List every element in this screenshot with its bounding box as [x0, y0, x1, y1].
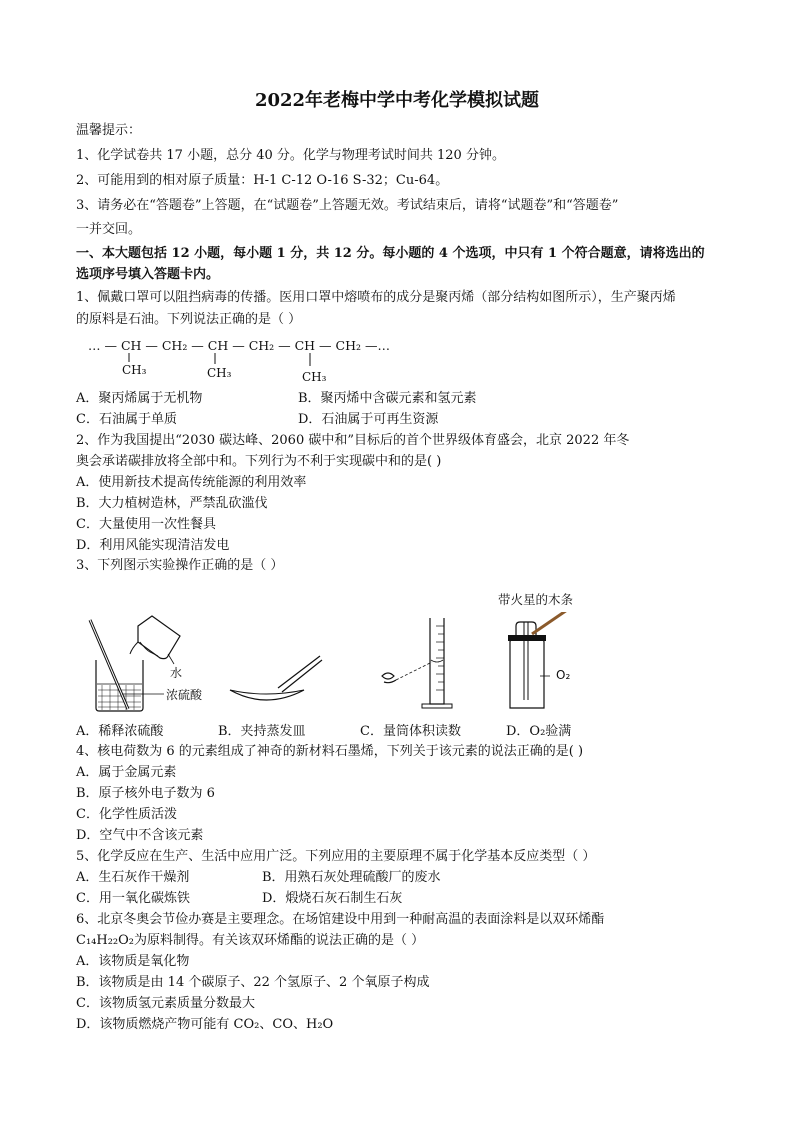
tip-2: 2、可能用到的相对原子质量：H-1 C-12 O-16 S-32；Cu-64。: [76, 173, 449, 188]
branch-ch3-1: CH₃: [122, 363, 147, 377]
q5-option-c: C．用一氧化碳炼铁: [76, 891, 190, 906]
q3-option-b: B．夹持蒸发皿: [218, 724, 306, 739]
q6-stem-cont: C₁₄H₂₂O₂为原料制得。有关该双环烯酯的说法正确的是（ ）: [76, 933, 425, 948]
q6-option-b: B．该物质是由 14 个碳原子、22 个氢原子、2 个氧原子构成: [76, 975, 430, 990]
q4-stem: 4、核电荷数为 6 的元素组成了神奇的新材料石墨烯，下列关于该元素的说法正确的是( ): [76, 744, 584, 759]
o2-test-figure: [494, 612, 624, 712]
tip-1: 1、化学试卷共 17 小题，总分 40 分。化学与物理考试时间共 120 分钟。: [76, 148, 505, 163]
q6-option-a: A．该物质是氧化物: [76, 954, 190, 969]
branch-ch3-2: CH₃: [207, 366, 232, 380]
tip-3: 3、请务必在“答题卷”上答题，在“试题卷”上答题无效。考试结束后，请将“试题卷”和“答题卷”: [76, 198, 619, 213]
page-title: 2022年老梅中学中考化学模拟试题: [254, 90, 540, 111]
q3-option-a: A．稀释浓硫酸: [76, 724, 164, 739]
q1-option-c: C．石油属于单质: [76, 412, 177, 427]
q2-option-d: D．利用风能实现清洁发电: [76, 538, 230, 553]
q5-option-a: A．生石灰作干燥剂: [76, 870, 190, 885]
polypropylene-structure: … — CH — CH₂ — CH — CH₂ — CH — CH₂ —…: [88, 338, 390, 353]
q6-stem: 6、北京冬奥会节俭办赛是主要理念。在场馆建设中用到一种耐高温的表面涂料是以双环烯酯: [76, 912, 605, 927]
q1-option-d: D．石油属于可再生资源: [298, 412, 439, 427]
branch-ch3-3: CH₃: [302, 370, 327, 384]
q3-stem: 3、下列图示实验操作正确的是（ ）: [76, 558, 284, 573]
label-conc-acid: 浓硫酸: [166, 688, 203, 702]
q5-option-b: B．用熟石灰处理硫酸厂的废水: [262, 870, 441, 885]
label-o2: O₂: [556, 668, 571, 682]
q5-stem: 5、化学反应在生产、生活中应用广泛。下列应用的主要原理不属于化学基本反应类型（ ）: [76, 849, 596, 864]
q2-option-b: B．大力植树造林，严禁乱砍滥伐: [76, 496, 268, 511]
q1-option-a: A．聚丙烯属于无机物: [76, 391, 203, 406]
tips-heading: 温馨提示：: [76, 123, 142, 138]
q4-option-c: C．化学性质活泼: [76, 807, 177, 822]
q4-option-b: B．原子核外电子数为 6: [76, 786, 215, 801]
q6-option-d: D．该物质燃烧产物可能有 CO₂、CO、H₂O: [76, 1017, 334, 1032]
tip-3-cont: 一并交回。: [76, 222, 142, 237]
q1-option-b: B．聚丙烯中含碳元素和氢元素: [298, 391, 477, 406]
q1-stem: 1、佩戴口罩可以阻挡病毒的传播。医用口罩中熔喷布的成分是聚丙烯（部分结构如图所示），生产聚丙烯: [76, 290, 676, 305]
q4-option-a: A．属于金属元素: [76, 765, 177, 780]
section-1-heading-cont: 选项序号填入答题卡内。: [76, 267, 220, 282]
q3-option-d: D．O₂验满: [506, 724, 572, 739]
q4-option-d: D．空气中不含该元素: [76, 828, 204, 843]
q3-option-c: C．量筒体积读数: [360, 724, 461, 739]
section-1-heading: 一、本大题包括 12 小题，每小题 1 分，共 12 分。每小题的 4 个选项，中只有 1 个符合题意，请将选出的: [76, 246, 705, 261]
label-glowing-splint: 带火星的木条: [498, 592, 574, 607]
label-water: 水: [170, 666, 183, 680]
q5-option-d: D．煅烧石灰石制生石灰: [262, 891, 403, 906]
cylinder-reading-figure: [374, 612, 474, 712]
q2-option-c: C．大量使用一次性餐具: [76, 517, 216, 532]
q6-option-c: C．该物质氢元素质量分数最大: [76, 996, 255, 1011]
evaporating-dish-figure: [226, 652, 326, 712]
q1-stem-cont: 的原料是石油。下列说法正确的是（ ）: [76, 312, 302, 327]
q2-stem-cont: 奥会承诺碳排放将全部中和。下列行为不利于实现碳中和的是( ): [76, 454, 442, 469]
q2-stem: 2、作为我国提出“2030 碳达峰、2060 碳中和”目标后的首个世界级体育盛会，北京 2022 年冬: [76, 433, 630, 448]
q2-option-a: A．使用新技术提高传统能源的利用效率: [76, 475, 307, 490]
